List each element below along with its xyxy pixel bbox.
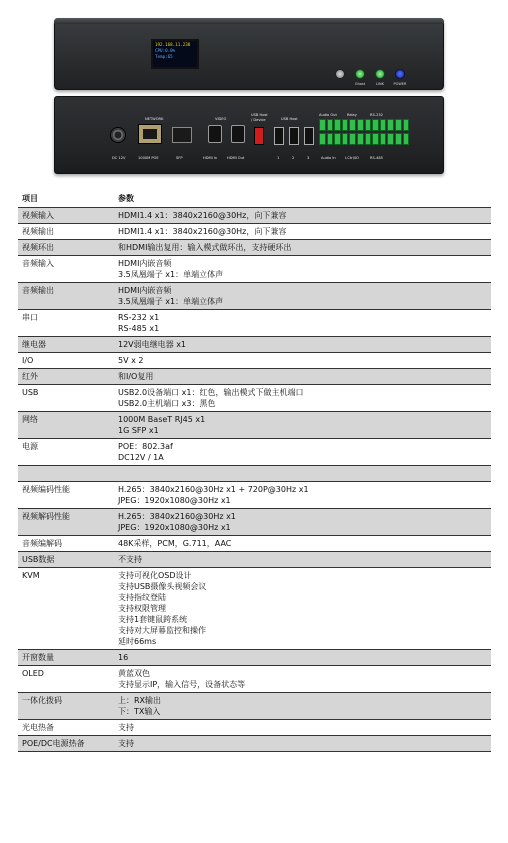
spec-param-line: 16 (118, 653, 129, 662)
sfp-label: SFP (176, 156, 183, 160)
relay-label: Relay (347, 113, 357, 117)
spec-item-cell: POE/DC电源热备 (18, 736, 114, 752)
spec-params-cell (114, 353, 491, 369)
spec-item-cell: 光电热备 (18, 720, 114, 736)
table-row (18, 466, 491, 482)
spec-params-cell (114, 720, 491, 736)
spec-param-line: 支持显示IP，输入信号，设备状态等 (118, 680, 246, 689)
spec-param-line: 支持指纹登陆 (118, 593, 166, 602)
table-row (18, 650, 491, 666)
hdmi-in-port-icon (208, 125, 222, 143)
phoenix-terminal-block-icon (319, 119, 411, 145)
usb-host-port-1-icon (274, 127, 284, 145)
spec-table (18, 193, 491, 752)
table-row (18, 412, 491, 439)
spec-params-cell (114, 208, 491, 224)
spec-params-cell (114, 240, 491, 256)
spec-item-cell: USB (18, 385, 114, 412)
spec-item-cell (18, 466, 114, 482)
spec-param-line: 支持 (118, 723, 134, 732)
spec-item-cell: 视频解码性能 (18, 509, 114, 536)
table-row (18, 353, 491, 369)
spec-param-line: HDMI内嵌音频 (118, 259, 172, 268)
dc12v-label: DC 12V (112, 156, 126, 160)
table-row (18, 509, 491, 536)
power-button-icon (393, 69, 407, 86)
spec-param-line: 12V弱电继电器 x1 (118, 340, 187, 349)
spec-params-cell (114, 256, 491, 283)
power-button-label: POWER (393, 82, 407, 86)
table-row (18, 666, 491, 693)
spec-params-cell (114, 482, 491, 509)
spec-item-cell: 电源 (18, 439, 114, 466)
table-row (18, 337, 491, 353)
spec-item-cell: 一体化拨码 (18, 693, 114, 720)
usb-host-device-label: USB Host / Device (251, 113, 268, 122)
header-item: 项目 (18, 193, 114, 208)
usb-host-label: USB Host (281, 117, 298, 121)
spec-param-line: 和I/O复用 (118, 372, 154, 381)
usb-port-2-label: 2 (292, 156, 295, 160)
spec-params-cell (114, 509, 491, 536)
spec-param-line: 5V x 2 (118, 356, 144, 365)
table-row (18, 536, 491, 552)
table-row (18, 369, 491, 385)
spec-param-line: 下：TX输入 (118, 707, 161, 716)
hdmi-out-port-icon (231, 125, 245, 143)
hdmi-in-label: HDMI In (203, 156, 218, 160)
spec-param-line: 不支持 (118, 555, 142, 564)
spec-item-cell: 音频输入 (18, 256, 114, 283)
spec-param-line: HDMI1.4 x1：3840x2160@30Hz，向下兼容 (118, 211, 287, 220)
spec-item-cell: 视频输出 (18, 224, 114, 240)
spec-table-header (18, 193, 491, 208)
oled-line-temp: Temp:65 (155, 54, 173, 59)
spec-param-line: USB2.0设备端口 x1：红色，输出模式下做主机端口 (118, 388, 304, 397)
usb-host-port-3-icon (304, 127, 314, 145)
spec-params-cell (114, 736, 491, 752)
spec-param-line: 3.5凤凰端子 x1：单端立体声 (118, 270, 224, 279)
spec-param-line: HDMI内嵌音频 (118, 286, 172, 295)
spec-param-line: HDMI1.4 x1：3840x2160@30Hz，向下兼容 (118, 227, 287, 236)
audio-in-label: Audio In (321, 156, 336, 160)
table-row (18, 310, 491, 337)
spec-params-cell (114, 536, 491, 552)
spec-item-cell: 网络 (18, 412, 114, 439)
table-row (18, 552, 491, 568)
table-row (18, 208, 491, 224)
table-row (18, 385, 491, 412)
spec-params-cell (114, 385, 491, 412)
spec-params-cell (114, 310, 491, 337)
rs485-label: RS-485 (370, 156, 383, 160)
spec-param-line: 和HDMI输出复用：输入模式做环出，支持硬环出 (118, 243, 292, 252)
spec-params-cell (114, 224, 491, 240)
usb-port-1-label: 1 (277, 156, 280, 160)
spec-params-cell (114, 466, 491, 482)
spec-item-cell: USB数据 (18, 552, 114, 568)
table-row (18, 736, 491, 752)
hdmi-out-label: HDMI Out (227, 156, 245, 160)
spec-item-cell: KVM (18, 568, 114, 650)
spec-param-line: 1000M BaseT RJ45 x1 (118, 415, 206, 424)
table-row (18, 283, 491, 310)
spec-params-cell (114, 568, 491, 650)
device-rear-image (54, 96, 444, 174)
spec-item-cell: 串口 (18, 310, 114, 337)
rj45-port-icon (138, 124, 162, 144)
link-led-label: LINK (376, 82, 384, 86)
table-row (18, 720, 491, 736)
spec-item-cell: 开窗数量 (18, 650, 114, 666)
oled-screen (151, 39, 199, 69)
spec-params-cell (114, 552, 491, 568)
spec-param-line: H.265：3840x2160@30Hz x1 (118, 512, 236, 521)
lan-poe-label: 1000M POE (138, 156, 159, 160)
table-row (18, 693, 491, 720)
usb-host-port-2-icon (289, 127, 299, 145)
spec-param-line: 支持 (118, 739, 134, 748)
spec-param-line: RS-485 x1 (118, 324, 160, 333)
usb-device-port-icon (254, 127, 264, 145)
spec-item-cell: 音频输出 (18, 283, 114, 310)
device-front-image (54, 18, 444, 90)
spec-item-cell: OLED (18, 666, 114, 693)
spec-params-cell (114, 666, 491, 693)
spec-params-cell (114, 412, 491, 439)
spec-param-line: 48K采样，PCM，G.711，AAC (118, 539, 232, 548)
table-row (18, 568, 491, 650)
table-row (18, 224, 491, 240)
reset-knob-icon (335, 69, 345, 79)
spec-param-line: 黄蓝双色 (118, 669, 150, 678)
spec-param-line: H.265：3840x2160@30Hz x1 + 720P@30Hz x1 (118, 485, 309, 494)
network-label: NETWORK (145, 117, 164, 121)
dc-power-jack-icon (110, 127, 126, 143)
spec-param-line: RS-232 x1 (118, 313, 160, 322)
usb-port-3-label: 3 (307, 156, 310, 160)
table-row (18, 439, 491, 466)
spec-param-line: 延时66ms (118, 637, 157, 646)
front-controls (335, 69, 407, 86)
spec-param-line: 3.5凤凰端子 x1：单端立体声 (118, 297, 224, 306)
spec-params-cell (114, 693, 491, 720)
spec-item-cell: 继电器 (18, 337, 114, 353)
spec-params-cell (114, 283, 491, 310)
spec-param-line: 支持对大屏幕监控和操作 (118, 626, 206, 635)
spec-param-line: JPEG：1920x1080@30Hz x1 (118, 523, 231, 532)
sfp-port-icon (172, 127, 192, 143)
spec-params-cell (114, 369, 491, 385)
ghost-led-icon (354, 69, 366, 86)
audio-out-label: Audio Out (319, 113, 337, 117)
spec-params-cell (114, 337, 491, 353)
spec-param-line: 支持1套键鼠跨系统 (118, 615, 188, 624)
table-row (18, 482, 491, 509)
video-label: VIDEO (215, 117, 227, 121)
table-row (18, 240, 491, 256)
spec-table-body (18, 208, 491, 752)
spec-item-cell: I/O (18, 353, 114, 369)
oled-line-cpu: CPU:0.0% (155, 48, 176, 53)
spec-item-cell: 红外 (18, 369, 114, 385)
ghost-led-label: Ghost (354, 82, 366, 86)
spec-param-line: 支持权限管理 (118, 604, 166, 613)
spec-item-cell: 视频输入 (18, 208, 114, 224)
spec-param-line: 支持可视化OSD设计 (118, 571, 192, 580)
spec-item-cell: 音频编解码 (18, 536, 114, 552)
spec-params-cell (114, 650, 491, 666)
header-params: 参数 (114, 193, 491, 208)
spec-param-line: 上：RX输出 (118, 696, 162, 705)
spec-param-line: JPEG：1920x1080@30Hz x1 (118, 496, 231, 505)
spec-param-line: POE：802.3af (118, 442, 173, 451)
front-bezel (54, 18, 444, 24)
ir-io-label: I-Ctrl/IO (345, 156, 359, 160)
spec-param-line: USB2.0主机端口 x3：黑色 (118, 399, 216, 408)
table-row (18, 256, 491, 283)
spec-item-cell: 视频编码性能 (18, 482, 114, 509)
spec-param-line: 1G SFP x1 (118, 426, 159, 435)
spec-param-line: 支持USB摄像头视频会议 (118, 582, 207, 591)
link-led-icon (375, 69, 385, 86)
spec-param-line: DC12V / 1A (118, 453, 164, 462)
spec-params-cell (114, 439, 491, 466)
spec-item-cell: 视频环出 (18, 240, 114, 256)
oled-line-ip: 192.168.11.238 (155, 42, 191, 47)
rs232-label: RS-232 (370, 113, 383, 117)
